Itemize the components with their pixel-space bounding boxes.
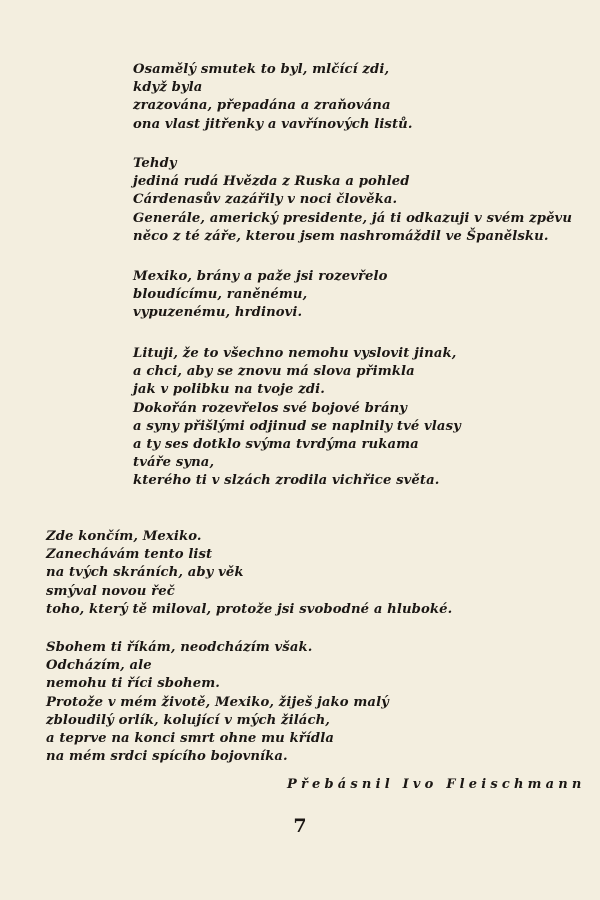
- verse-line: jak v polibku na tvoje zdi.: [133, 382, 325, 398]
- stanza-1: [133, 61, 413, 134]
- verse-line: tváře syna,: [133, 455, 215, 471]
- verse-line: zbloudilý orlík, kolující v mých žilách,: [46, 712, 330, 728]
- verse-line: něco z té záře, kterou jsem nashromáždil ve Španělsku.: [133, 228, 549, 244]
- page-number: 7: [293, 815, 307, 837]
- verse-line: Zanechávám tento list: [46, 547, 213, 563]
- verse-line: jediná rudá Hvězda z Ruska a pohled: [133, 174, 410, 190]
- verse-line: Zde končím, Mexiko.: [46, 529, 202, 544]
- verse-line: a teprve na konci smrt ohne mu křídla: [46, 731, 334, 747]
- verse-line: nemohu ti říci sbohem.: [46, 676, 220, 692]
- verse-line: Protože v mém životě, Mexiko, žiješ jako malý: [46, 694, 389, 710]
- verse-line: ona vlast jitřenky a vavřínových listů.: [133, 116, 413, 132]
- translator-credit: Přebásnil Ivo Fleischmann: [287, 777, 586, 792]
- stanza-6: [46, 639, 389, 766]
- verse-line: když byla: [133, 80, 203, 96]
- verse-line: Generále, americký presidente, já ti odkazuji v svém zpěvu: [133, 210, 573, 226]
- verse-line: a chci, aby se znovu má slova přimkla: [133, 364, 415, 380]
- verse-line: vypuzenému, hrdinovi.: [133, 305, 303, 321]
- stanza-3: [133, 268, 388, 323]
- verse-line: na tvých skráních, aby věk: [46, 565, 244, 581]
- verse-line: Mexiko, brány a paže jsi rozevřelo: [133, 269, 388, 284]
- verse-line: a ty ses dotklo svýma tvrdýma rukama: [133, 437, 419, 453]
- verse-line: Tehdy: [133, 156, 177, 171]
- verse-line: kterého ti v slzách zrodila vichřice světa.: [133, 473, 440, 489]
- verse-line: zrazována, přepadána a zraňována: [133, 98, 391, 114]
- verse-line: Osamělý smutek to byl, mlčící zdi,: [133, 62, 390, 77]
- verse-line: na mém srdci spícího bojovníka.: [46, 749, 288, 765]
- verse-line: Odcházím, ale: [46, 658, 152, 674]
- verse-line: Sbohem ti říkám, neodcházím však.: [46, 640, 313, 655]
- verse-line: smýval novou řeč: [46, 583, 175, 599]
- stanza-2: [133, 155, 572, 246]
- verse-line: Dokořán rozevřelos své bojové brány: [133, 400, 408, 416]
- verse-line: Cárdenasův zazářily v noci člověka.: [133, 192, 398, 208]
- verse-line: Lituji, že to všechno nemohu vyslovit jinak,: [133, 346, 457, 361]
- stanza-5: [46, 528, 452, 619]
- verse-line: bloudícímu, raněnému,: [133, 287, 308, 303]
- verse-line: a syny přišlými odjinud se naplnily tvé vlasy: [133, 418, 461, 434]
- verse-line: toho, který tě miloval, protože jsi svobodné a hluboké.: [46, 601, 453, 617]
- stanza-4: [133, 345, 461, 491]
